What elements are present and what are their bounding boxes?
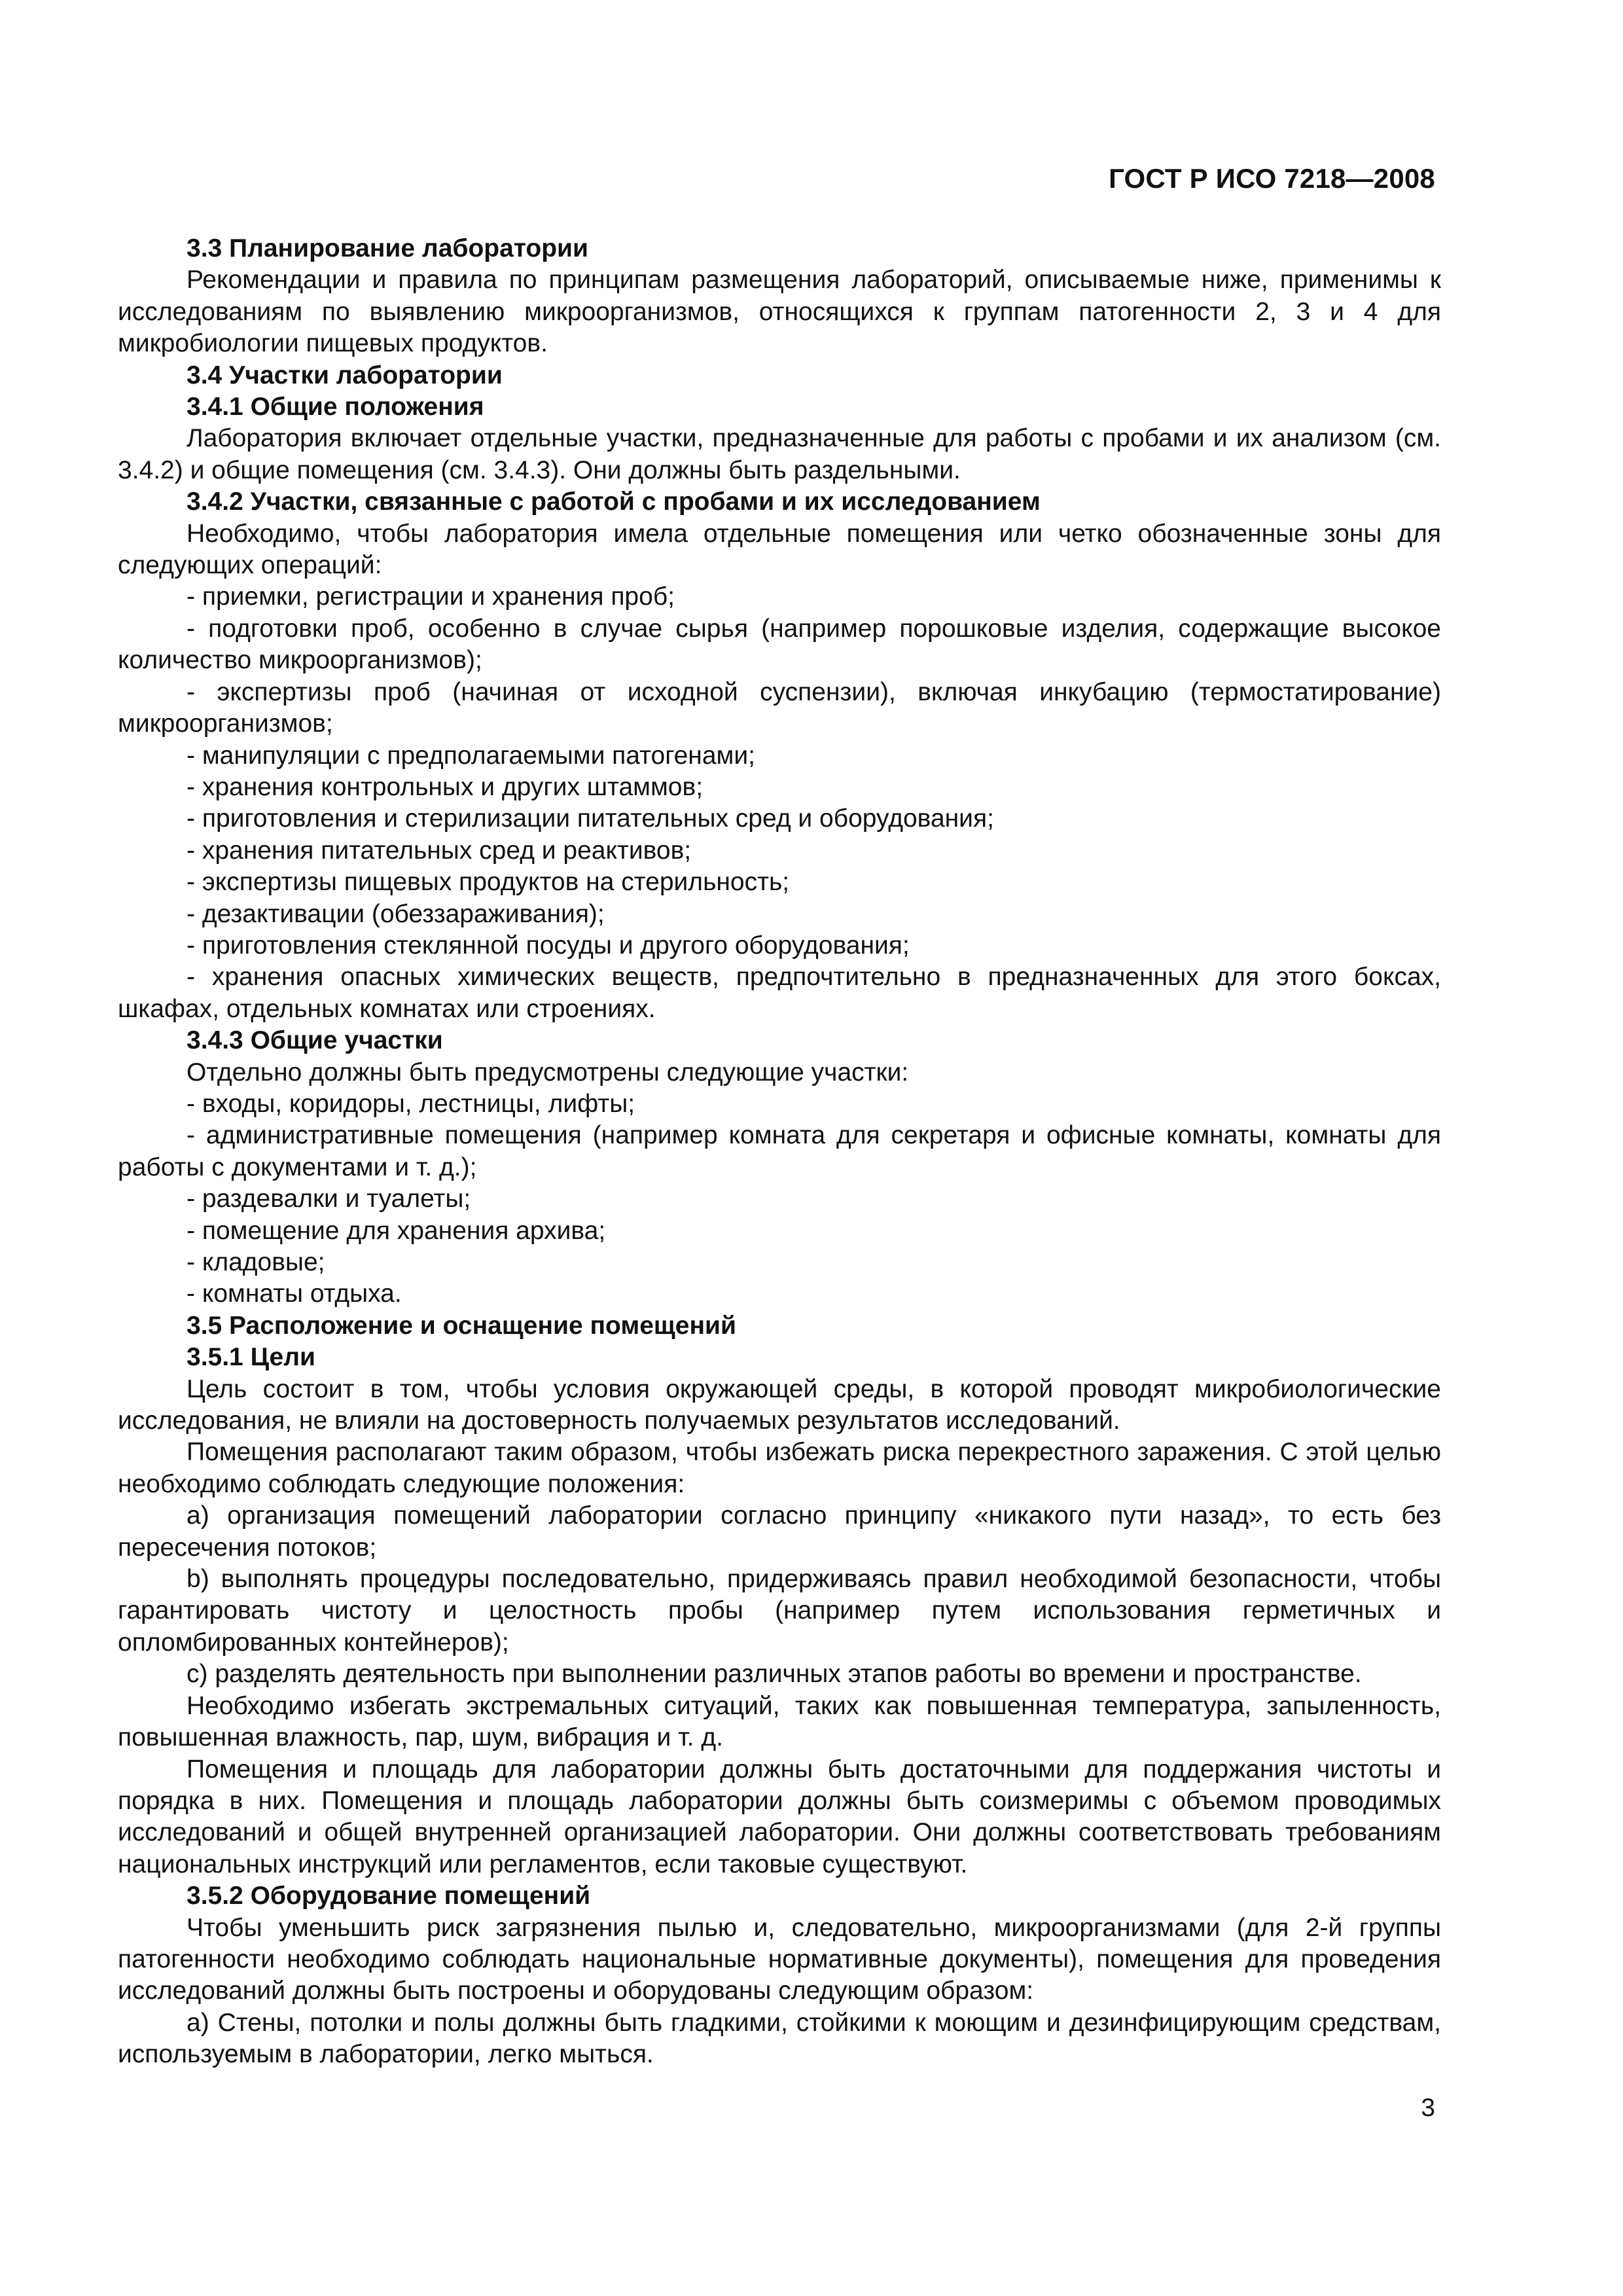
list-item: - подготовки проб, особенно в случае сырья (например порошковые изделия, содержащие высокое количество микроорганизмов); xyxy=(118,614,1441,675)
list-item: - экспертизы пищевых продуктов на стерильность; xyxy=(187,868,790,897)
list-item: - помещение для хранения архива; xyxy=(187,1216,606,1245)
section-heading-3-5: 3.5 Расположение и оснащение помещений xyxy=(187,1311,737,1340)
list-item: - манипуляции с предполагаемыми патогенами; xyxy=(187,741,755,770)
list-item: - хранения контрольных и других штаммов; xyxy=(187,772,704,801)
list-item: - раздевалки и туалеты; xyxy=(187,1185,471,1213)
section-heading-3-5-2: 3.5.2 Оборудование помещений xyxy=(187,1882,591,1910)
section-heading-3-5-1: 3.5.1 Цели xyxy=(187,1343,315,1372)
paragraph: Лаборатория включает отдельные участки, предназначенные для работы с пробами и их анализом (см. 3.4.2) и общие помещения (см. 3.4.3). Они должны быть раздельными. xyxy=(118,424,1441,484)
list-item: - хранения питательных сред и реактивов; xyxy=(187,836,692,865)
list-item: с) разделять деятельность при выполнении различных этапов работы во времени и пространстве. xyxy=(187,1660,1362,1689)
paragraph: Чтобы уменьшить риск загрязнения пылью и, следовательно, микроорганизмами (для 2-й группы патогенности необходимо соблюдать национальные нормативные документы), помещения для проведения исследований должны быть построены и оборудованы следующим образом: xyxy=(118,1913,1441,2005)
section-heading-3-4-1: 3.4.1 Общие положения xyxy=(187,393,484,422)
list-item: - административные помещения (например комната для секретаря и офисные комнаты, комнаты для работы с документами и т. д.); xyxy=(118,1121,1441,1181)
list-item: - приготовления и стерилизации питательных сред и оборудования; xyxy=(187,804,994,833)
section-heading-3-4: 3.4 Участки лаборатории xyxy=(187,361,503,389)
list-item: а) Стены, потолки и полы должны быть гладкими, стойкими к моющим и дезинфицирующим средствам, используемым в лаборатории, легко мыться. xyxy=(118,2008,1441,2069)
paragraph: Помещения располагают таким образом, чтобы избежать риска перекрестного заражения. С этой целью необходимо соблюдать следующие положения: xyxy=(118,1438,1441,1498)
paragraph: Отдельно должны быть предусмотрены следующие участки: xyxy=(187,1058,909,1086)
paragraph: Рекомендации и правила по принципам размещения лабораторий, описываемые ниже, применимы к исследованиям по выявлению микроорганизмов, относящихся к группам патогенности 2, 3 и 4 для микробиологии пищевых продуктов. xyxy=(118,266,1441,358)
standard-designation: ГОСТ Р ИСО 7218—2008 xyxy=(1109,163,1435,194)
list-item: - кладовые; xyxy=(187,1248,325,1276)
paragraph: Необходимо, чтобы лаборатория имела отдельные помещения или четко обозначенные зоны для следующих операций: xyxy=(118,519,1441,580)
section-heading-3-4-2: 3.4.2 Участки, связанные с работой с пробами и их исследованием xyxy=(187,488,1041,516)
list-item: - дезактивации (обеззараживания); xyxy=(187,899,605,928)
document-body xyxy=(118,233,1441,2071)
list-item: - хранения опасных химических веществ, предпочтительно в предназначенных для этого боксах, шкафах, отдельных комнатах или строениях. xyxy=(118,963,1441,1023)
list-item: - комнаты отдыха. xyxy=(187,1280,402,1308)
list-item: - приемки, регистрации и хранения проб; xyxy=(187,583,675,611)
list-item: b) выполнять процедуры последовательно, придерживаясь правил необходимой безопасности, чтобы гарантировать чистоту и целостность пробы (например путем использования герметичных и опломбированных контейнеров); xyxy=(118,1565,1441,1657)
section-heading-3-3: 3.3 Планирование лаборатории xyxy=(187,234,589,262)
list-item: - приготовления стеклянной посуды и другого оборудования; xyxy=(187,931,910,960)
paragraph: Помещения и площадь для лаборатории должны быть достаточными для поддержания чистоты и порядка в них. Помещения и площадь лаборатории должны быть соизмеримы с объемом проводимых исследований и общей внутренней организацией лаборатории. Они должны соответствовать требованиям национальных инструкций или регламентов, если таковые существуют. xyxy=(118,1755,1441,1878)
page-number: 3 xyxy=(1421,2094,1435,2122)
paragraph: Цель состоит в том, чтобы условия окружающей среды, в которой проводят микробиологические исследования, не влияли на достоверность получаемых результатов исследований. xyxy=(118,1374,1441,1435)
list-item: - входы, коридоры, лестницы, лифты; xyxy=(187,1089,635,1118)
list-item: - экспертизы проб (начиная от исходной суспензии), включая инкубацию (термостатирование) микроорганизмов; xyxy=(118,677,1441,738)
section-heading-3-4-3: 3.4.3 Общие участки xyxy=(187,1026,443,1055)
paragraph: Необходимо избегать экстремальных ситуаций, таких как повышенная температура, запыленность, повышенная влажность, пар, шум, вибрация и т. д. xyxy=(118,1691,1441,1752)
list-item: а) организация помещений лаборатории согласно принципу «никакого пути назад», то есть без пересечения потоков; xyxy=(118,1501,1441,1562)
